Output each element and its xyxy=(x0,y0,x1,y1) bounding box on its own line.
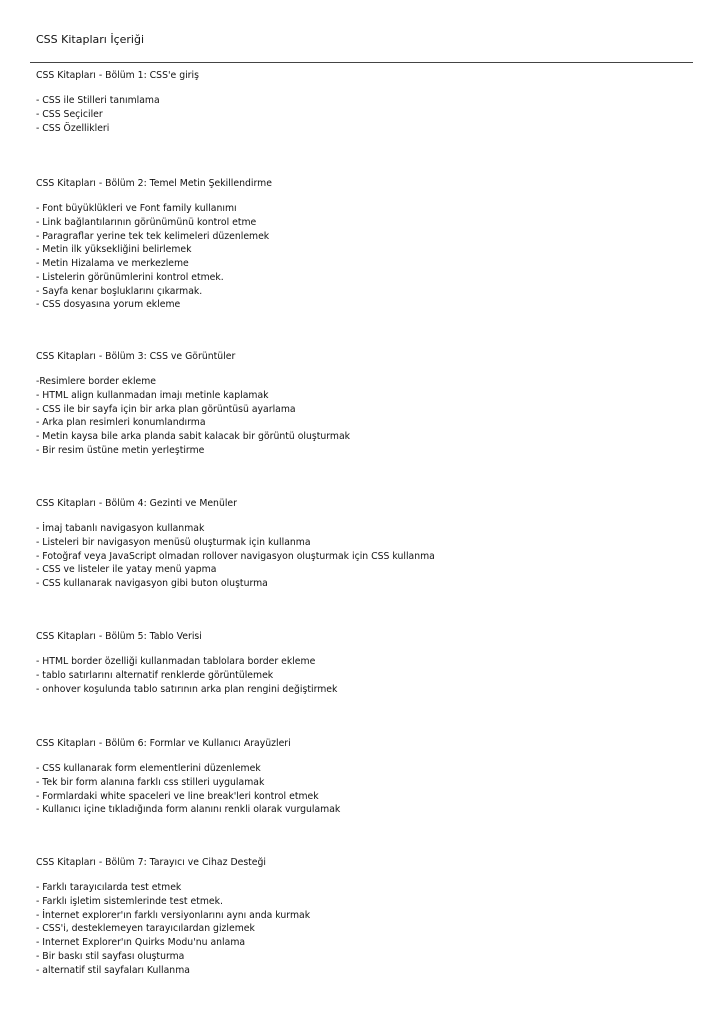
list-item: - Internet Explorer'ın Quirks Modu'nu anlama xyxy=(36,937,246,949)
chapter-6 xyxy=(36,737,696,817)
list-item: - Link bağlantılarının görünümünü kontrol etme xyxy=(36,216,257,228)
chapter-title: CSS Kitapları - Bölüm 4: Gezinti ve Menüler xyxy=(36,498,237,509)
list-item: - Farklı işletim sistemlerinde test etmek. xyxy=(36,895,223,907)
list-item: - Arka plan resimleri konumlandırma xyxy=(36,417,206,429)
list-item: - CSS ile bir sayfa için bir arka plan görüntüsü ayarlama xyxy=(36,403,296,415)
chapter-item-list xyxy=(36,94,696,135)
chapter-1 xyxy=(36,69,696,135)
chapter-item-list xyxy=(36,655,696,696)
list-item: - Farklı tarayıcılarda test etmek xyxy=(36,882,182,894)
list-item: - Formlardaki white spaceleri ve line break'leri kontrol etmek xyxy=(36,790,319,802)
list-item: - İmaj tabanlı navigasyon kullanmak xyxy=(36,523,205,535)
chapter-5 xyxy=(36,630,696,696)
page-title: CSS Kitapları İçeriği xyxy=(36,33,144,46)
chapter-title: CSS Kitapları - Bölüm 1: CSS'e giriş xyxy=(36,70,199,81)
list-item: - Metin kaysa bile arka planda sabit kalacak bir görüntü oluşturmak xyxy=(36,431,351,443)
list-item: -Resimlere border ekleme xyxy=(36,376,157,388)
title-divider xyxy=(30,62,693,63)
chapter-title: CSS Kitapları - Bölüm 7: Tarayıcı ve Cihaz Desteği xyxy=(36,857,267,868)
list-item: - Bir baskı stil sayfası oluşturma xyxy=(36,950,185,962)
list-item: - CSS dosyasına yorum ekleme xyxy=(36,299,181,311)
list-item: - CSS Seçiciler xyxy=(36,108,103,120)
list-item: - CSS'i, desteklemeyen tarayıcılardan gizlemek xyxy=(36,923,255,935)
chapter-7 xyxy=(36,856,696,977)
list-item: - alternatif stil sayfaları Kullanma xyxy=(36,964,190,976)
chapter-4 xyxy=(36,497,696,591)
list-item: - Metin Hizalama ve merkezleme xyxy=(36,258,189,270)
list-item: - onhover koşulunda tablo satırının arka plan rengini değiştirmek xyxy=(36,683,338,695)
list-item: - CSS kullanarak navigasyon gibi buton oluşturma xyxy=(36,578,268,590)
list-item: - HTML align kullanmadan imajı metinle kaplamak xyxy=(36,389,269,401)
chapter-3 xyxy=(36,350,696,458)
list-item: - Kullanıcı içine tıkladığında form alanını renkli olarak vurgulamak xyxy=(36,804,341,816)
chapter-2 xyxy=(36,177,696,312)
chapter-item-list xyxy=(36,762,696,817)
list-item: - Bir resim üstüne metin yerleştirme xyxy=(36,444,205,456)
list-item: - Sayfa kenar boşluklarını çıkarmak. xyxy=(36,285,203,297)
list-item: - HTML border özelliği kullanmadan tablolara border ekleme xyxy=(36,656,316,668)
chapter-title: CSS Kitapları - Bölüm 6: Formlar ve Kullanıcı Arayüzleri xyxy=(36,738,291,749)
list-item: - Fotoğraf veya JavaScript olmadan rollover navigasyon oluşturmak için CSS kullanma xyxy=(36,550,435,562)
list-item: - Font büyüklükleri ve Font family kullanımı xyxy=(36,203,237,215)
chapter-item-list xyxy=(36,375,696,458)
list-item: - tablo satırlarını alternatif renklerde görüntülemek xyxy=(36,669,274,681)
list-item: - CSS ve listeler ile yatay menü yapma xyxy=(36,564,217,576)
chapter-item-list xyxy=(36,881,696,977)
list-item: - Tek bir form alanına farklı css stilleri uygulamak xyxy=(36,776,265,788)
chapter-item-list xyxy=(36,522,696,591)
list-item: - İnternet explorer'ın farklı versiyonlarını aynı anda kurmak xyxy=(36,909,311,921)
list-item: - CSS Özellikleri xyxy=(36,122,110,134)
list-item: - Listelerin görünümlerini kontrol etmek. xyxy=(36,271,224,283)
chapter-title: CSS Kitapları - Bölüm 2: Temel Metin Şekillendirme xyxy=(36,178,272,189)
list-item: - CSS ile Stilleri tanımlama xyxy=(36,95,160,107)
list-item: - CSS kullanarak form elementlerini düzenlemek xyxy=(36,763,261,775)
chapter-title: CSS Kitapları - Bölüm 5: Tablo Verisi xyxy=(36,631,202,642)
chapter-item-list xyxy=(36,202,696,312)
list-item: - Paragraflar yerine tek tek kelimeleri düzenlemek xyxy=(36,230,270,242)
chapter-title: CSS Kitapları - Bölüm 3: CSS ve Görüntüler xyxy=(36,351,236,362)
list-item: - Metin ilk yüksekliğini belirlemek xyxy=(36,244,192,256)
list-item: - Listeleri bir navigasyon menüsü oluşturmak için kullanma xyxy=(36,536,311,548)
